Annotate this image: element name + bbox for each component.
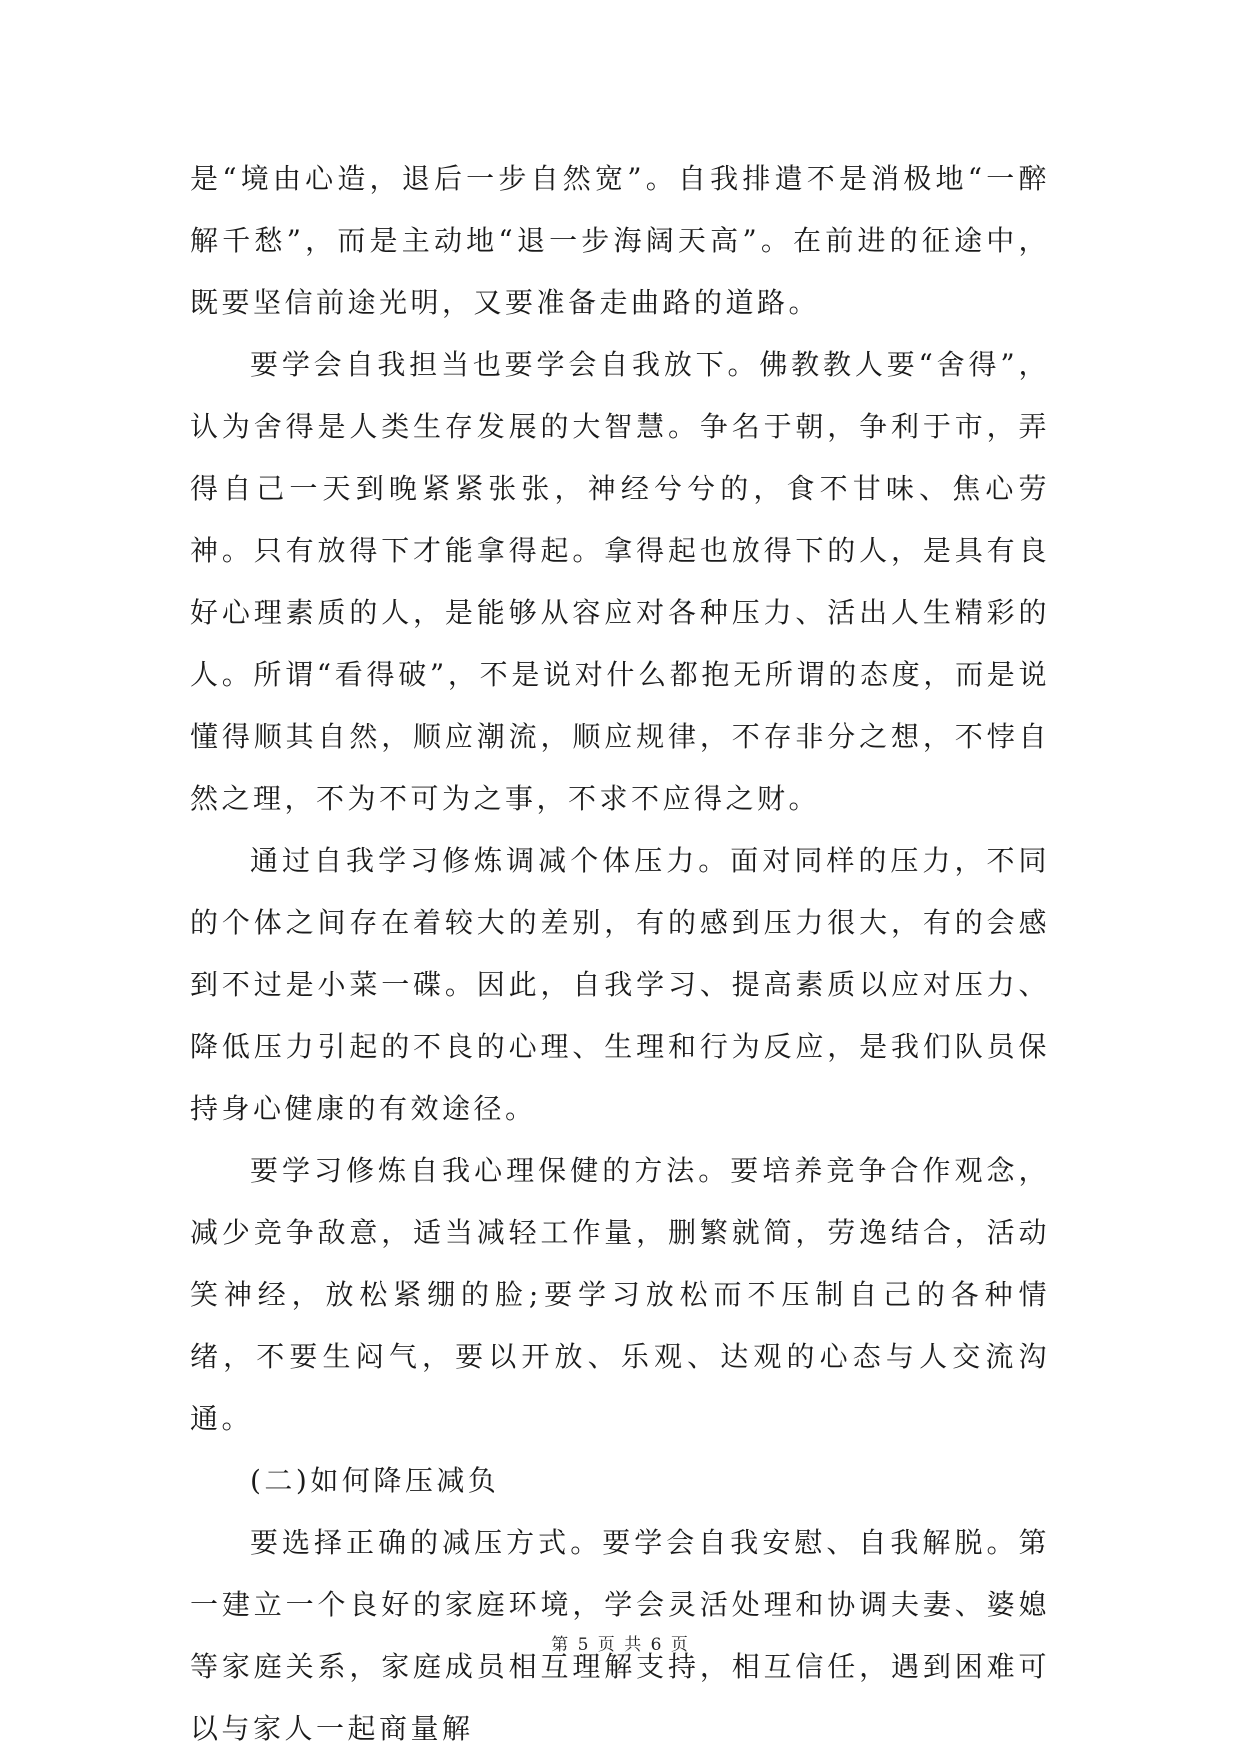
document-body — [190, 148, 1050, 1760]
paragraph-mental-health-methods: 要学习修炼自我心理保健的方法。要培养竞争合作观念，减少竞争敌意，适当减轻工作量，删繁就简，劳逸结合，活动笑神经，放松紧绷的脸;要学习放松而不压制自己的各种情绪，不要生闷气，要以开放、乐观、达观的心态与人交流沟通。 — [190, 1154, 1050, 1435]
paragraph-self-responsibility: 要学会自我担当也要学会自我放下。佛教教人要“舍得”，认为舍得是人类生存发展的大智慧。争名于朝，争利于市，弄得自己一天到晚紧紧张张，神经兮兮的，食不甘味、焦心劳神。只有放得下才能拿得起。拿得起也放得下的人，是具有良好心理素质的人，是能够从容应对各种压力、活出人生精彩的人。所谓“看得破”，不是说对什么都抱无所谓的态度，而是说懂得顺其自然，顺应潮流，顺应规律，不存非分之想，不悖自然之理，不为不可为之事，不求不应得之财。 — [190, 348, 1050, 815]
paragraph-stress-relief: 要选择正确的减压方式。要学会自我安慰、自我解脱。第一建立一个良好的家庭环境，学会灵活处理和协调夫妻、婆媳等家庭关系，家庭成员相互理解支持，相互信任，遇到困难可以与家人一起商量解 — [190, 1526, 1050, 1745]
paragraph-self-learning: 通过自我学习修炼调减个体压力。面对同样的压力，不同的个体之间存在着较大的差别，有的感到压力很大，有的会感到不过是小菜一碟。因此，自我学习、提高素质以应对压力、降低压力引起的不良的心理、生理和行为反应，是我们队员保持身心健康的有效途径。 — [190, 844, 1050, 1125]
paragraph-continuation: 是“境由心造，退后一步自然宽”。自我排遣不是消极地“一醉解千愁”，而是主动地“退一步海阔天高”。在前进的征途中，既要坚信前途光明，又要准备走曲路的道路。 — [190, 162, 1050, 319]
page-number-footer: 第 5 页 共 6 页 — [551, 1635, 690, 1655]
section-heading: (二)如何降压减负 — [250, 1464, 500, 1497]
